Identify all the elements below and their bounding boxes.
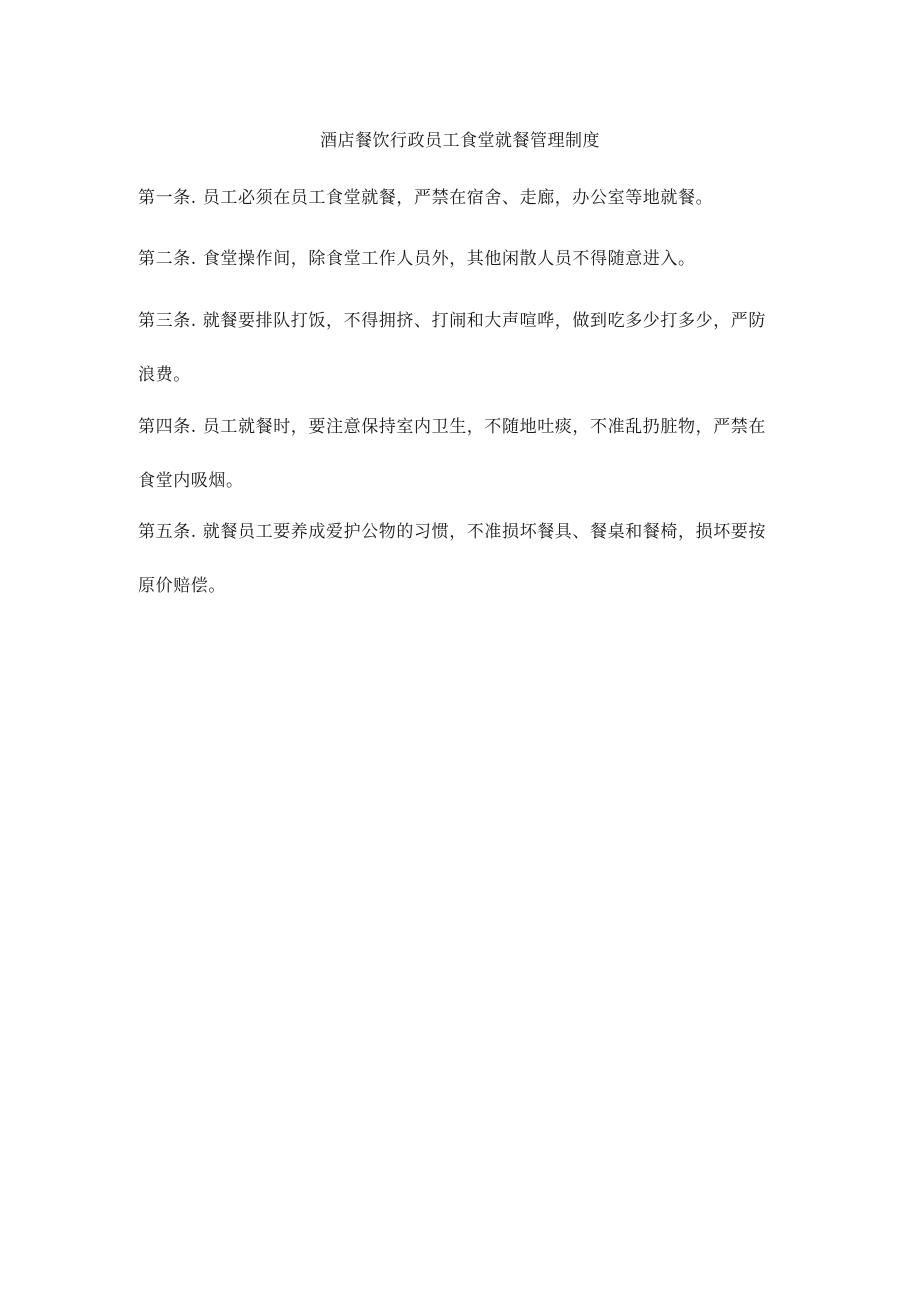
document-title: 酒店餐饮行政员工食堂就餐管理制度 <box>320 131 600 151</box>
article-3: 第三条. 就餐要排队打饭，不得拥挤、打闹和大声喧哗，做到吃多少打多少，严防浪费。 <box>138 311 767 385</box>
article-5: 第五条. 就餐员工要养成爱护公物的习惯，不准损坏餐具、餐桌和餐椅，损坏要按原价赔偿。 <box>138 522 767 596</box>
article-2: 第二条. 食堂操作间，除食堂工作人员外，其他闲散人员不得随意进入。 <box>138 249 696 269</box>
article-4: 第四条. 员工就餐时，要注意保持室内卫生，不随地吐痰，不准乱扔脏物，严禁在食堂内吸烟。 <box>138 417 767 491</box>
article-1: 第一条. 员工必须在员工食堂就餐，严禁在宿舍、走廊，办公室等地就餐。 <box>138 188 714 208</box>
